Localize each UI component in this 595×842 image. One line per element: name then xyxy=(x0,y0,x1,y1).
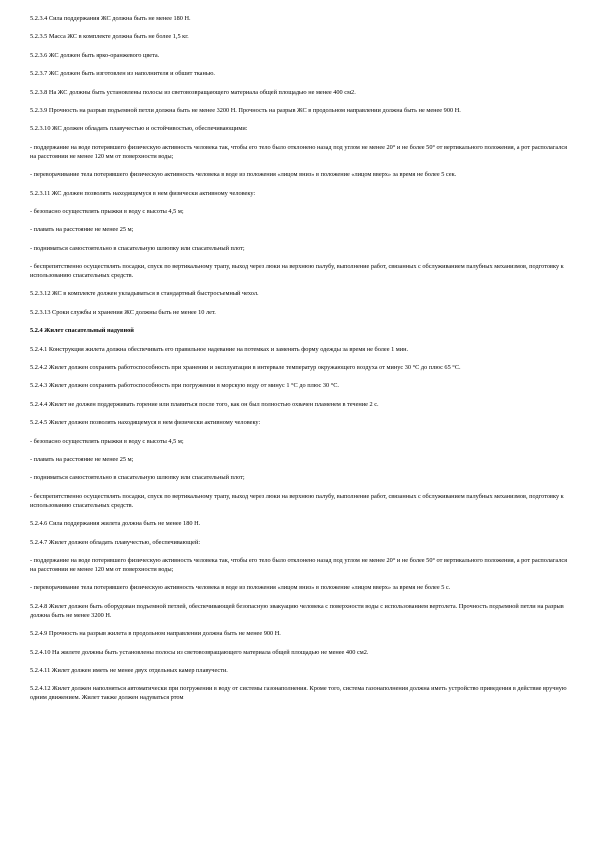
document-paragraph: 5.2.3.5 Масса ЖС в комплекте должна быть не более 1,5 кг. xyxy=(30,33,189,41)
document-paragraph: - безопасно осуществлять прыжки в воду с высоты 4,5 м; xyxy=(30,207,184,215)
document-paragraph: 5.2.3.7 ЖС должен быть изготовлен из наполнителя и обшит тканью. xyxy=(30,70,215,78)
document-paragraph: - плавать на расстояние не менее 25 м; xyxy=(30,226,134,234)
document-paragraph: 5.2.3.9 Прочность на разрыв подъемной петли должна быть не менее 3200 Н. Прочность на разрыв ЖС в продольном направлении должна быть не менее 900 Н. xyxy=(30,106,461,114)
document-paragraph: 5.2.3.12 ЖС в комплекте должен укладываться в стандартный быстросъемный чехол. xyxy=(30,290,259,298)
document-paragraph: 5.2.4.12 Жилет должен наполняться автоматически при погружении в воду от системы газонаполнения. Кроме того, система газонаполнения должна иметь устройство приведения в действие вручную одним движением. Жилет также должен надуваться ртом xyxy=(30,685,567,702)
document-paragraph: 5.2.4.4 Жилет не должен поддерживать горение или плавиться после того, как он был полностью охвачен пламенем в течение 2 с. xyxy=(30,400,379,408)
document-paragraph: 5.2.3.10 ЖС должен обладать плавучестью и остойчивостью, обеспечивающими: xyxy=(30,125,248,133)
document-paragraph: 5.2.4.10 На жилете должны быть установлены полосы из световозвращающего материала общей площадью не менее 400 см2. xyxy=(30,648,369,656)
document-paragraph: - безопасно осуществлять прыжки в воду с высоты 4,5 м; xyxy=(30,437,184,445)
document-paragraph: - переворачивание тела потерявшего физическую активность человека в воде из положения «лицом вниз» в положение «лицом вверх» за время не более 5 сек. xyxy=(30,171,457,179)
document-paragraph: - поддержание на воде потерявшего физическую активность человека так, чтобы его тело было отклонено назад под углом не менее 20° и не более 50° от вертикального положения, а рот располагался на расстоянии не менее 120 мм от поверхности воды; xyxy=(30,556,568,573)
document-page xyxy=(30,14,570,712)
document-paragraph: 5.2.4.6 Сила поддержания жилета должна быть не менее 180 Н. xyxy=(30,520,201,528)
document-paragraph: - беспрепятственно осуществлять посадки, спуск по вертикальному трапу, выход через люки на верхнюю палубу, выполнение работ, связанных с обслуживанием палубных механизмов, подготовку к использованию спасательных средств. xyxy=(30,492,564,509)
document-paragraph: - поддержание на воде потерявшего физическую активность человека так, чтобы его тело было отклонено назад под углом не менее 20° и не более 50° от вертикального положения, а рот располагался на расстоянии не менее 120 мм от поверхности воды; xyxy=(30,143,568,160)
document-paragraph: 5.2.3.8 На ЖС должны быть установлены полосы из световозвращающего материала общей площадью не менее 400 см2. xyxy=(30,88,356,96)
document-paragraph: 5.2.4.11 Жилет должен иметь не менее двух отдельных камер плавучести. xyxy=(30,666,228,674)
document-paragraph: - подниматься самостоятельно в спасательную шлюпку или спасательный плот; xyxy=(30,474,245,482)
document-paragraph: 5.2.4.3 Жилет должен сохранять работоспособность при погружении в морскую воду от минус 1 °С до плюс 30 °С. xyxy=(30,382,340,390)
document-paragraph: 5.2.4.2 Жилет должен сохранять работоспособность при хранении и эксплуатации в интервале температур окружающего воздуха от минус 30 °С до плюс 65 °С. xyxy=(30,364,461,372)
document-paragraph: 5.2.4.9 Прочность на разрыв жилета в продольном направлении должна быть не менее 900 Н. xyxy=(30,630,281,638)
section-heading: 5.2.4 Жилет спасательный надувной xyxy=(30,327,134,335)
document-paragraph: 5.2.4.5 Жилет должен позволять находящемуся в нем физически активному человеку: xyxy=(30,419,261,427)
document-paragraph: - подниматься самостоятельно в спасательную шлюпку или спасательный плот; xyxy=(30,244,245,252)
document-paragraph: - переворачивание тела потерявшего физическую активность человека в воде из положения «лицом вниз» в положение «лицом вверх» за время не более 5 с. xyxy=(30,584,451,592)
document-paragraph: - беспрепятственно осуществлять посадки, спуск по вертикальному трапу, выход через люки на верхнюю палубу, выполнение работ, связанных с обслуживанием палубных механизмов, подготовку к использованию спасательных средств. xyxy=(30,263,564,280)
document-paragraph: 5.2.4.1 Конструкция жилета должна обеспечивать его правильное надевание на потемках и заменять форму одежды за время не более 1 мин. xyxy=(30,345,409,353)
document-paragraph: 5.2.4.7 Жилет должен обладать плавучестью, обеспечивающей: xyxy=(30,538,201,546)
document-paragraph: - плавать на расстояние не менее 25 м; xyxy=(30,455,134,463)
document-paragraph: 5.2.3.4 Сила поддержания ЖС должна быть не менее 180 Н. xyxy=(30,15,191,22)
document-paragraph: 5.2.3.6 ЖС должен быть ярко-оранжевого цвета. xyxy=(30,51,160,59)
document-paragraph: 5.2.4.8 Жилет должен быть оборудован подъемной петлей, обеспечивающей безопасную эвакуацию человека с поверхности воды с использованием вертолета. Прочность подъемной петли на разрыв должна быть не менее 3200 Н. xyxy=(30,602,564,619)
document-paragraph: 5.2.3.11 ЖС должен позволять находящемуся в нем физически активному человеку: xyxy=(30,189,256,197)
document-paragraph: 5.2.3.13 Сроки службы и хранения ЖС должны быть не менее 10 лет. xyxy=(30,308,216,316)
